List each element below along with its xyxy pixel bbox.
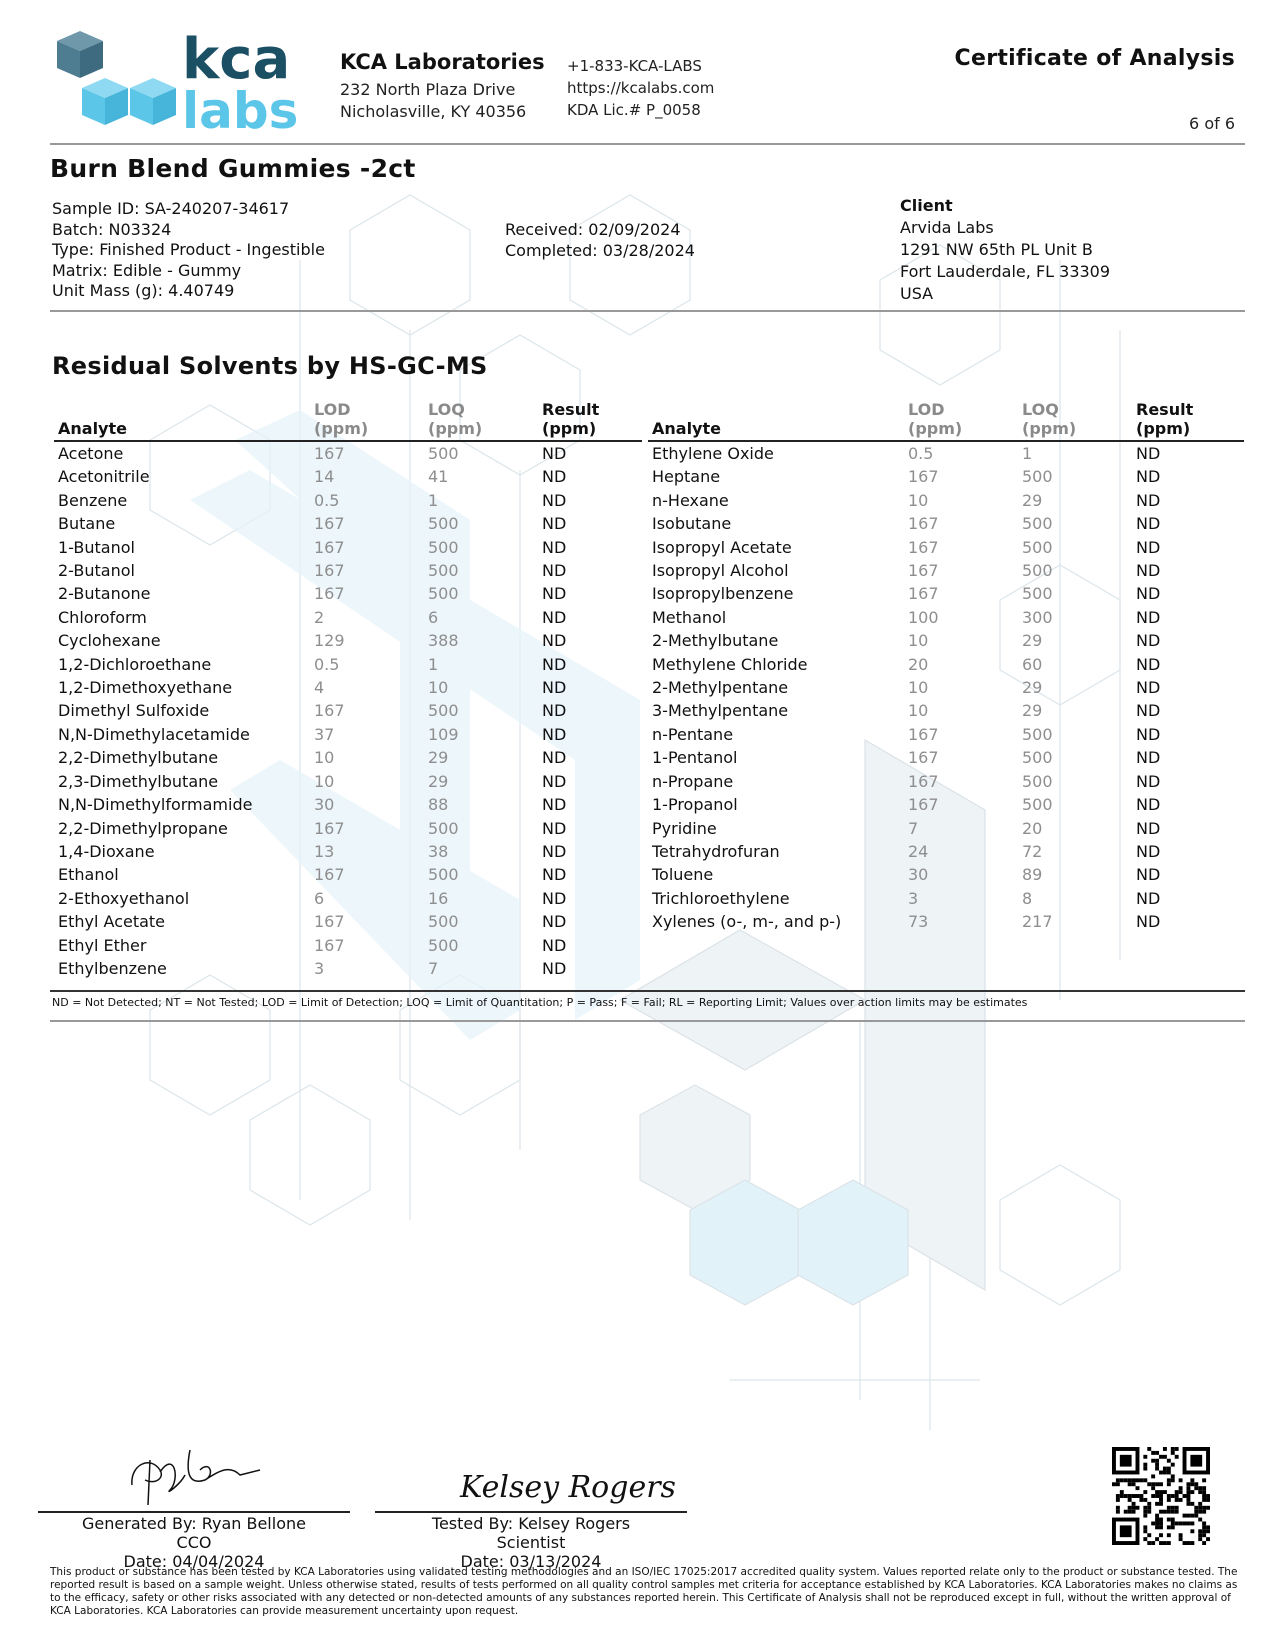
- table-row: [648, 887, 1244, 910]
- analyte-cell: Acetone: [58, 444, 124, 463]
- result-cell: ND: [542, 865, 567, 885]
- table-row: [54, 606, 642, 629]
- lod-cell: 10: [908, 490, 929, 510]
- analyte-cell: Acetonitrile: [58, 467, 150, 487]
- result-cell: ND: [1136, 818, 1161, 838]
- lab-name: KCA Laboratories: [340, 50, 545, 74]
- analyte-cell: Benzene: [58, 490, 128, 510]
- analyte-cell: Isopropyl Alcohol: [652, 561, 789, 581]
- table-row: [54, 723, 642, 746]
- lab-address-line2: Nicholasville, KY 40356: [340, 102, 527, 121]
- result-cell: ND: [1136, 748, 1161, 768]
- lod-cell: 10: [314, 771, 335, 791]
- loq-cell: 16: [428, 888, 449, 908]
- lod-cell: 167: [908, 724, 939, 744]
- table-row: [648, 606, 1244, 629]
- product-divider: [50, 310, 1245, 312]
- table-row: [648, 653, 1244, 676]
- result-cell: ND: [542, 490, 567, 510]
- table-row: [648, 746, 1244, 769]
- loq-cell: 500: [428, 561, 459, 581]
- loq-cell: 500: [1022, 724, 1053, 744]
- loq-cell: 29: [428, 771, 449, 791]
- table-row: [648, 910, 1244, 933]
- sample-info: [52, 199, 325, 302]
- loq-cell: 41: [428, 467, 449, 487]
- table-row: [54, 441, 642, 465]
- page-number: 6 of 6: [1189, 114, 1235, 133]
- col-header-loq: LOQ (ppm): [424, 400, 538, 441]
- loq-cell: 500: [1022, 537, 1053, 557]
- loq-cell: 38: [428, 841, 449, 861]
- loq-cell: 500: [428, 818, 459, 838]
- loq-cell: 500: [1022, 467, 1053, 487]
- lod-cell: 100: [908, 607, 939, 627]
- analyte-cell: N,N-Dimethylacetamide: [58, 724, 250, 744]
- analyte-cell: 3-Methylpentane: [652, 701, 789, 721]
- analyte-cell: 2-Methylpentane: [652, 678, 789, 698]
- loq-cell: 60: [1022, 654, 1043, 674]
- sample-id: Sample ID: SA-240207-34617: [52, 199, 290, 218]
- loq-cell: 8: [1022, 888, 1033, 908]
- table-row: [54, 817, 642, 840]
- lod-cell: 167: [314, 584, 345, 604]
- table-row: [648, 793, 1244, 816]
- loq-cell: 29: [1022, 701, 1043, 721]
- table-row: [648, 723, 1244, 746]
- analyte-cell: Toluene: [652, 865, 714, 885]
- client-block: [900, 195, 1110, 305]
- generated-by-block: [38, 1514, 350, 1571]
- result-cell: ND: [542, 841, 567, 861]
- lod-cell: 0.5: [314, 490, 340, 510]
- lod-cell: 2: [314, 607, 325, 627]
- table-row: [648, 770, 1244, 793]
- analyte-cell: Methanol: [652, 607, 727, 627]
- results-table-left: [54, 400, 642, 980]
- analyte-cell: Isopropyl Acetate: [652, 537, 792, 557]
- document-title: Certificate of Analysis: [954, 46, 1235, 71]
- analyte-cell: n-Pentane: [652, 724, 734, 744]
- generated-by: Generated By: Ryan Bellone: [82, 1514, 306, 1533]
- lab-phone: +1-833-KCA-LABS: [567, 57, 702, 75]
- lod-cell: 167: [314, 912, 345, 932]
- client-label: Client: [900, 196, 953, 215]
- lod-cell: 167: [908, 467, 939, 487]
- generated-role: CCO: [176, 1533, 212, 1552]
- lod-cell: 167: [314, 935, 345, 955]
- result-cell: ND: [1136, 631, 1161, 651]
- analyte-cell: 1,2-Dimethoxyethane: [58, 678, 233, 698]
- client-street: 1291 NW 65th PL Unit B: [900, 240, 1093, 259]
- lod-cell: 167: [314, 701, 345, 721]
- table-row: [54, 629, 642, 652]
- loq-cell: 500: [428, 444, 459, 463]
- signature-line-generated: [38, 1511, 350, 1513]
- analyte-cell: Dimethyl Sulfoxide: [58, 701, 210, 721]
- result-cell: ND: [542, 444, 567, 463]
- client-name: Arvida Labs: [900, 218, 994, 237]
- table-row: [54, 934, 642, 957]
- table-row: [54, 653, 642, 676]
- unit-mass: Unit Mass (g): 4.40749: [52, 281, 235, 300]
- loq-cell: 29: [428, 748, 449, 768]
- result-cell: ND: [542, 561, 567, 581]
- table-bottom-rule: [50, 990, 1245, 992]
- table-row: [54, 559, 642, 582]
- analyte-cell: Chloroform: [58, 607, 147, 627]
- disclaimer: This product or substance has been tested by KCA Laboratories using validated testing methodologies and an ISO/IEC 17025:2017 accredited quality system. Values reported relate only to the product or substance tested. The reported result is based on a sample weight. Unless otherwise stated, results of tests performed on all quality control samples met criteria for acceptance established by KCA Laboratories. KCA Laboratories makes no claims as to the efficacy, safety or other risks associated with any detected or non-detected amounts of any substances reported herein. This Certificate of Analysis shall not be reproduced except in full, without the written approval of KCA Laboratories. KCA Laboratories can provide measurement uncertainty upon request.: [50, 1566, 1238, 1617]
- result-cell: ND: [1136, 537, 1161, 557]
- table-row: [54, 746, 642, 769]
- logo-text-kca: kca: [182, 27, 291, 92]
- table-row: [648, 699, 1244, 722]
- section-title: Residual Solvents by HS-GC-MS: [52, 352, 488, 380]
- tested-by-block: [375, 1514, 687, 1571]
- analyte-cell: n-Hexane: [652, 490, 729, 510]
- lod-cell: 167: [314, 561, 345, 581]
- table-row: [54, 793, 642, 816]
- lod-cell: 3: [314, 958, 325, 978]
- analyte-cell: 2-Butanol: [58, 561, 135, 581]
- table-row: [648, 489, 1244, 512]
- table-row: [54, 770, 642, 793]
- table-row: [648, 629, 1244, 652]
- lod-cell: 10: [908, 701, 929, 721]
- result-cell: ND: [542, 912, 567, 932]
- analyte-cell: 2-Methylbutane: [652, 631, 779, 651]
- lod-cell: 0.5: [314, 654, 340, 674]
- lod-cell: 24: [908, 841, 929, 861]
- analyte-cell: Xylenes (o-, m-, and p-): [652, 912, 842, 932]
- analyte-cell: 1-Pentanol: [652, 748, 738, 768]
- result-cell: ND: [1136, 561, 1161, 581]
- analyte-cell: Ethylene Oxide: [652, 444, 774, 463]
- matrix: Matrix: Edible - Gummy: [52, 260, 242, 280]
- result-cell: ND: [542, 748, 567, 768]
- loq-cell: 500: [428, 935, 459, 955]
- result-cell: ND: [1136, 654, 1161, 674]
- col-header-result: Result (ppm): [1132, 400, 1244, 441]
- logo-cube-left: [82, 78, 128, 125]
- result-cell: ND: [1136, 795, 1161, 815]
- lod-cell: 167: [908, 537, 939, 557]
- lab-contact: [567, 55, 714, 121]
- lod-cell: 13: [314, 841, 335, 861]
- analyte-cell: Tetrahydrofuran: [652, 841, 780, 861]
- analyte-cell: 2-Ethoxyethanol: [58, 888, 190, 908]
- lod-cell: 167: [314, 865, 345, 885]
- result-cell: ND: [542, 771, 567, 791]
- kca-labs-logo: [32, 26, 312, 140]
- col-header-analyte: Analyte: [54, 400, 310, 441]
- table-row: [54, 863, 642, 886]
- generated-date: Date: 04/04/2024: [123, 1552, 265, 1571]
- table-row: [54, 536, 642, 559]
- lod-cell: 3: [908, 888, 919, 908]
- analyte-cell: Methylene Chloride: [652, 654, 808, 674]
- svg-text:Kelsey Rogers: Kelsey Rogers: [460, 1470, 676, 1505]
- result-cell: ND: [1136, 444, 1161, 463]
- result-cell: ND: [1136, 467, 1161, 487]
- loq-cell: 500: [428, 514, 459, 534]
- loq-cell: 1: [428, 490, 439, 510]
- lod-cell: 20: [908, 654, 929, 674]
- analyte-cell: Butane: [58, 514, 116, 534]
- loq-cell: 388: [428, 631, 459, 651]
- loq-cell: 20: [1022, 818, 1043, 838]
- lod-cell: 30: [908, 865, 929, 885]
- table-row: [648, 840, 1244, 863]
- client-country: USA: [900, 284, 934, 303]
- lod-cell: 167: [908, 795, 939, 815]
- table-row: [648, 817, 1244, 840]
- analyte-cell: Ethanol: [58, 865, 119, 885]
- result-cell: ND: [542, 724, 567, 744]
- lod-cell: 167: [908, 748, 939, 768]
- lod-cell: 167: [908, 561, 939, 581]
- analyte-cell: Ethyl Acetate: [58, 912, 166, 932]
- logo-cube-top: [57, 31, 103, 78]
- result-cell: ND: [1136, 701, 1161, 721]
- table-row: [648, 536, 1244, 559]
- loq-cell: 1: [428, 654, 439, 674]
- loq-cell: 1: [1022, 444, 1033, 463]
- col-header-analyte: Analyte: [648, 400, 904, 441]
- table-row: [648, 559, 1244, 582]
- batch: Batch: N03324: [52, 219, 172, 239]
- loq-cell: 500: [1022, 561, 1053, 581]
- lod-cell: 167: [314, 537, 345, 557]
- result-cell: ND: [542, 818, 567, 838]
- analyte-cell: Isopropylbenzene: [652, 584, 794, 604]
- table-row: [648, 441, 1244, 465]
- result-cell: ND: [542, 701, 567, 721]
- table-row: [648, 582, 1244, 605]
- table-row: [54, 910, 642, 933]
- loq-cell: 300: [1022, 607, 1053, 627]
- dates: [505, 220, 695, 261]
- analyte-cell: Trichloroethylene: [652, 888, 790, 908]
- loq-cell: 6: [428, 607, 439, 627]
- completed-date: Completed: 03/28/2024: [505, 240, 695, 260]
- loq-cell: 109: [428, 724, 459, 744]
- analyte-cell: 2,3-Dimethylbutane: [58, 771, 219, 791]
- lod-cell: 37: [314, 724, 335, 744]
- results-body-right: [648, 441, 1244, 934]
- table-row: [54, 512, 642, 535]
- signature-kelsey-rogers: [455, 1455, 676, 1515]
- header-divider: [50, 143, 1245, 145]
- col-header-lod: LOD (ppm): [310, 400, 424, 441]
- result-cell: ND: [542, 678, 567, 698]
- analyte-cell: Ethyl Ether: [58, 935, 147, 955]
- table-row: [54, 840, 642, 863]
- table-row: [54, 465, 642, 488]
- table-row: [648, 676, 1244, 699]
- loq-cell: 500: [1022, 748, 1053, 768]
- footnote: ND = Not Detected; NT = Not Tested; LOD = Limit of Detection; LOQ = Limit of Quantitation; P = Pass; F = Fail; RL = Reporting Limit; Values over action limits may be estimates: [52, 996, 1028, 1009]
- signature-ryan-bellone: [120, 1430, 270, 1510]
- lab-license: KDA Lic.# P_0058: [567, 101, 701, 119]
- col-header-lod: LOD (ppm): [904, 400, 1018, 441]
- client-city: Fort Lauderdale, FL 33309: [900, 262, 1111, 281]
- result-cell: ND: [542, 631, 567, 651]
- result-cell: ND: [1136, 490, 1161, 510]
- result-cell: ND: [542, 888, 567, 908]
- loq-cell: 7: [428, 958, 439, 978]
- table-row: [648, 465, 1244, 488]
- lod-cell: 0.5: [908, 444, 934, 463]
- loq-cell: 500: [428, 537, 459, 557]
- lab-address-line1: 232 North Plaza Drive: [340, 80, 516, 99]
- product-type: Type: Finished Product - Ingestible: [52, 240, 325, 259]
- analyte-cell: Pyridine: [652, 818, 717, 838]
- footnote-divider: [50, 1020, 1245, 1022]
- lod-cell: 167: [908, 584, 939, 604]
- lod-cell: 6: [314, 888, 325, 908]
- loq-cell: 29: [1022, 490, 1043, 510]
- loq-cell: 500: [428, 584, 459, 604]
- analyte-cell: 1,2-Dichloroethane: [58, 654, 212, 674]
- analyte-cell: 1,4-Dioxane: [58, 841, 155, 861]
- col-header-loq: LOQ (ppm): [1018, 400, 1132, 441]
- lod-cell: 167: [314, 514, 345, 534]
- result-cell: ND: [1136, 607, 1161, 627]
- lod-cell: 10: [908, 631, 929, 651]
- tested-role: Scientist: [496, 1533, 566, 1552]
- result-cell: ND: [1136, 678, 1161, 698]
- table-row: [54, 887, 642, 910]
- logo-cube-right: [130, 78, 176, 125]
- lod-cell: 167: [314, 444, 345, 463]
- lod-cell: 167: [908, 514, 939, 534]
- table-row: [54, 957, 642, 980]
- lab-website-link[interactable]: https://kcalabs.com: [567, 79, 715, 97]
- analyte-cell: Ethylbenzene: [58, 958, 167, 978]
- result-cell: ND: [1136, 912, 1161, 932]
- analyte-cell: Cyclohexane: [58, 631, 161, 651]
- analyte-cell: 2,2-Dimethylbutane: [58, 748, 219, 768]
- lod-cell: 129: [314, 631, 345, 651]
- analyte-cell: Heptane: [652, 467, 721, 487]
- lod-cell: 167: [908, 771, 939, 791]
- table-row: [648, 863, 1244, 886]
- result-cell: ND: [1136, 888, 1161, 908]
- qr-code[interactable]: [1112, 1447, 1210, 1545]
- signature-line-tested: [375, 1511, 687, 1513]
- result-cell: ND: [1136, 724, 1161, 744]
- result-cell: ND: [1136, 584, 1161, 604]
- results-table-right: [648, 400, 1244, 934]
- table-row: [648, 512, 1244, 535]
- lod-cell: 14: [314, 467, 335, 487]
- analyte-cell: 2-Butanone: [58, 584, 151, 604]
- result-cell: ND: [542, 607, 567, 627]
- result-cell: ND: [542, 537, 567, 557]
- lod-cell: 10: [908, 678, 929, 698]
- loq-cell: 88: [428, 795, 449, 815]
- lab-address: [340, 79, 526, 123]
- loq-cell: 10: [428, 678, 449, 698]
- loq-cell: 217: [1022, 912, 1053, 932]
- loq-cell: 500: [428, 912, 459, 932]
- result-cell: ND: [1136, 865, 1161, 885]
- result-cell: ND: [542, 584, 567, 604]
- logo-text-labs: labs: [182, 82, 299, 140]
- loq-cell: 72: [1022, 841, 1043, 861]
- analyte-cell: 1-Propanol: [652, 795, 738, 815]
- lod-cell: 10: [314, 748, 335, 768]
- result-cell: ND: [1136, 514, 1161, 534]
- loq-cell: 500: [1022, 584, 1053, 604]
- table-row: [54, 489, 642, 512]
- loq-cell: 29: [1022, 631, 1043, 651]
- received-date: Received: 02/09/2024: [505, 220, 681, 239]
- table-row: [54, 676, 642, 699]
- analyte-cell: N,N-Dimethylformamide: [58, 795, 253, 815]
- result-cell: ND: [542, 467, 567, 487]
- analyte-cell: 1-Butanol: [58, 537, 135, 557]
- lod-cell: 73: [908, 912, 929, 932]
- loq-cell: 500: [1022, 771, 1053, 791]
- loq-cell: 500: [1022, 514, 1053, 534]
- result-cell: ND: [1136, 771, 1161, 791]
- lod-cell: 7: [908, 818, 919, 838]
- tested-by: Tested By: Kelsey Rogers: [431, 1514, 631, 1533]
- result-cell: ND: [542, 958, 567, 978]
- results-body-left: [54, 441, 642, 980]
- loq-cell: 29: [1022, 678, 1043, 698]
- result-cell: ND: [1136, 841, 1161, 861]
- result-cell: ND: [542, 654, 567, 674]
- loq-cell: 89: [1022, 865, 1043, 885]
- analyte-cell: 2,2-Dimethylpropane: [58, 818, 228, 838]
- loq-cell: 500: [1022, 795, 1053, 815]
- tested-date: Date: 03/13/2024: [460, 1552, 602, 1571]
- col-header-result: Result (ppm): [538, 400, 642, 441]
- lod-cell: 167: [314, 818, 345, 838]
- result-cell: ND: [542, 935, 567, 955]
- table-row: [54, 699, 642, 722]
- result-cell: ND: [542, 514, 567, 534]
- analyte-cell: n-Propane: [652, 771, 734, 791]
- analyte-cell: Isobutane: [652, 514, 732, 534]
- lod-cell: 30: [314, 795, 335, 815]
- product-title: Burn Blend Gummies -2ct: [50, 154, 416, 183]
- loq-cell: 500: [428, 865, 459, 885]
- result-cell: ND: [542, 795, 567, 815]
- loq-cell: 500: [428, 701, 459, 721]
- lod-cell: 4: [314, 678, 325, 698]
- table-row: [54, 582, 642, 605]
